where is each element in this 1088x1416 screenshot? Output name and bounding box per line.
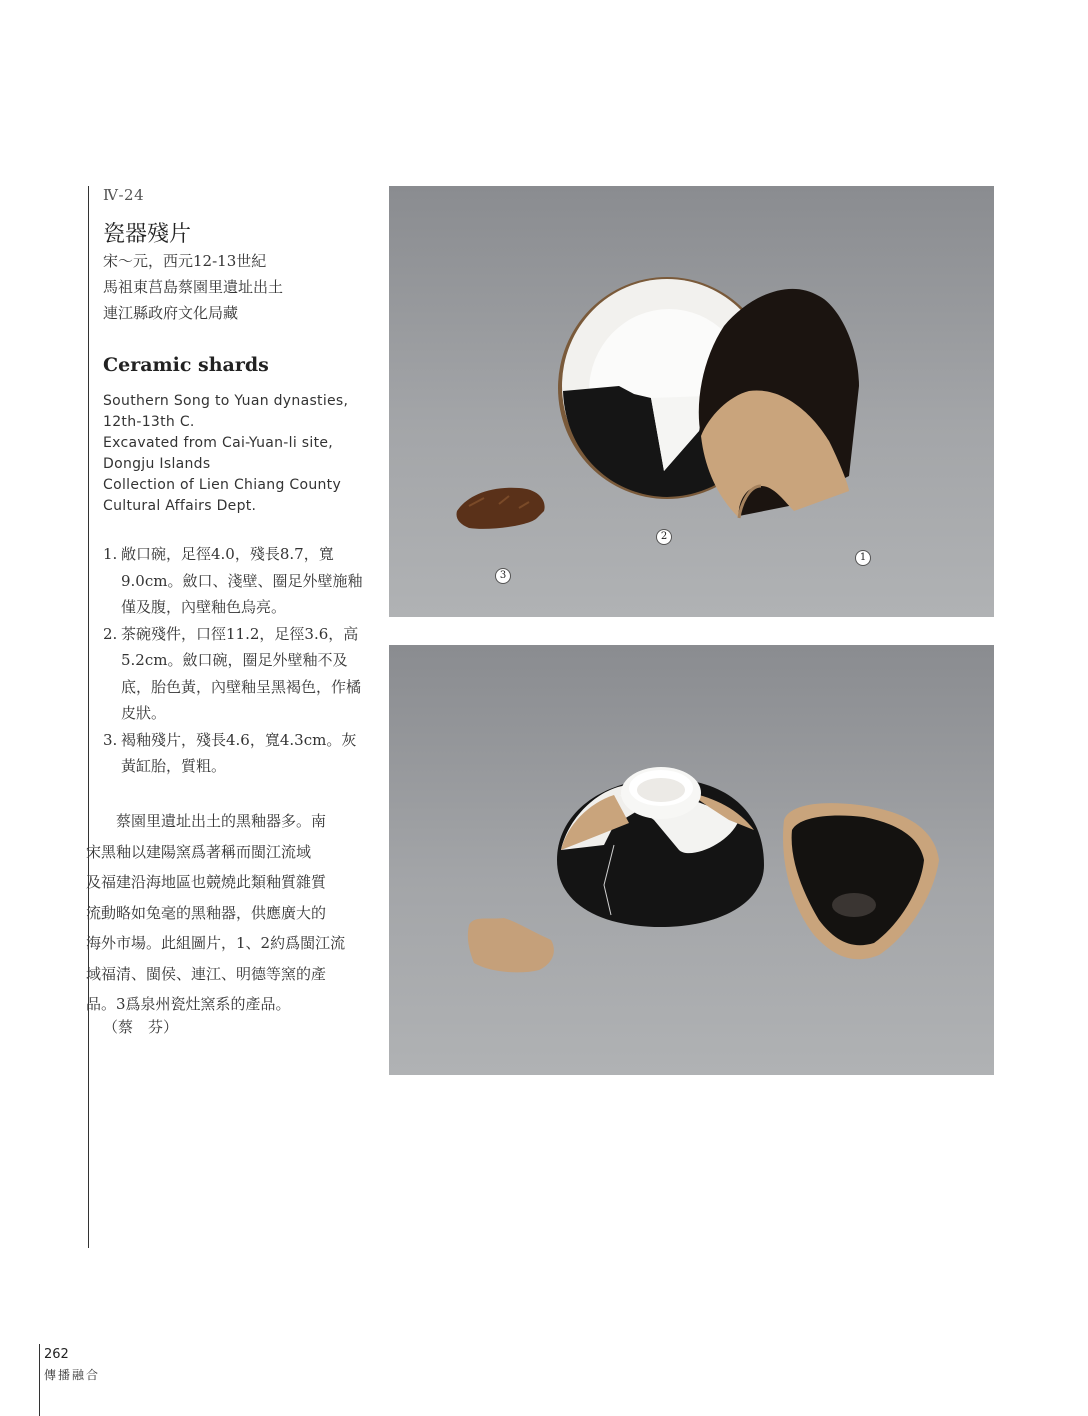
description-en-line: 12th-13th C. bbox=[103, 414, 195, 430]
excavation-zh: 馬祖東莒島蔡園里遺址出土 bbox=[103, 278, 284, 296]
running-title: 傳播融合 bbox=[44, 1368, 101, 1382]
shards-underside-illustration bbox=[389, 645, 994, 1075]
title-zh: 瓷器殘片 bbox=[103, 222, 192, 247]
essay bbox=[86, 806, 366, 1020]
essay-line: 域福清、閩侯、連江、明德等窯的產 bbox=[86, 964, 327, 983]
column-rule bbox=[88, 186, 89, 1248]
essay-line: 及福建沿海地區也競燒此類釉質雜質 bbox=[86, 873, 327, 891]
note-number: 3. bbox=[103, 730, 118, 749]
essay-line: 海外市場。此組圖片，1、2約爲閩江流 bbox=[86, 934, 346, 952]
photo-marker-3: 3 bbox=[495, 568, 511, 584]
essay-line: 品。3爲泉州瓷灶窯系的產品。 bbox=[86, 995, 291, 1013]
description-en bbox=[103, 391, 365, 517]
description-en-line: Dongju Islands bbox=[103, 456, 211, 472]
page-number: 262 bbox=[44, 1347, 69, 1362]
photo-shards-underside-view bbox=[389, 645, 994, 1075]
essay-line: 蔡園里遺址出土的黑釉器多。南 bbox=[86, 812, 327, 830]
shards-top-illustration bbox=[389, 186, 994, 617]
collection-zh: 連江縣政府文化局藏 bbox=[103, 304, 239, 322]
photo-shards-top-view bbox=[389, 186, 994, 617]
description-en-line: Excavated from Cai-Yuan-li site, bbox=[103, 435, 334, 451]
essay-line: 流動略如兔毫的黑釉器，供應廣大的 bbox=[86, 903, 327, 922]
title-en: Ceramic shards bbox=[103, 354, 269, 376]
description-en-line: Collection of Lien Chiang County bbox=[103, 477, 342, 493]
note-text: 茶碗殘件，口徑11.2，足徑3.6，高5.2cm。斂口碗，圈足外壁釉不及底，胎色黃，內壁釉呈黑褐色，作橘皮狀。 bbox=[121, 624, 362, 722]
note-number: 1. bbox=[103, 545, 118, 563]
photo-marker-1: 1 bbox=[855, 550, 871, 566]
description-en-line: Cultural Affairs Dept. bbox=[103, 498, 257, 514]
photo-marker-2: 2 bbox=[656, 529, 672, 545]
note-text: 褐釉殘片，殘長4.6，寬4.3cm。灰黃缸胎，質粗。 bbox=[121, 730, 357, 775]
note-item bbox=[103, 541, 365, 621]
period-zh: 宋～元，西元12-13世紀 bbox=[103, 252, 267, 270]
description-en-line: Southern Song to Yuan dynasties, bbox=[103, 393, 349, 409]
note-number: 2. bbox=[103, 624, 118, 643]
essay-line: 宋黑釉以建陽窯爲著稱而閩江流域 bbox=[86, 842, 312, 861]
footer-rule bbox=[39, 1344, 40, 1416]
author-credit: （蔡 芬） bbox=[103, 1018, 179, 1036]
note-item bbox=[103, 727, 365, 780]
note-item bbox=[103, 621, 365, 727]
catalog-number: Ⅳ-24 bbox=[103, 186, 145, 204]
note-text: 敞口碗，足徑4.0，殘長8.7，寬9.0cm。斂口、淺壁、圈足外壁施釉僅及腹，內壁釉色烏亮。 bbox=[121, 545, 363, 616]
item-notes bbox=[103, 541, 365, 780]
